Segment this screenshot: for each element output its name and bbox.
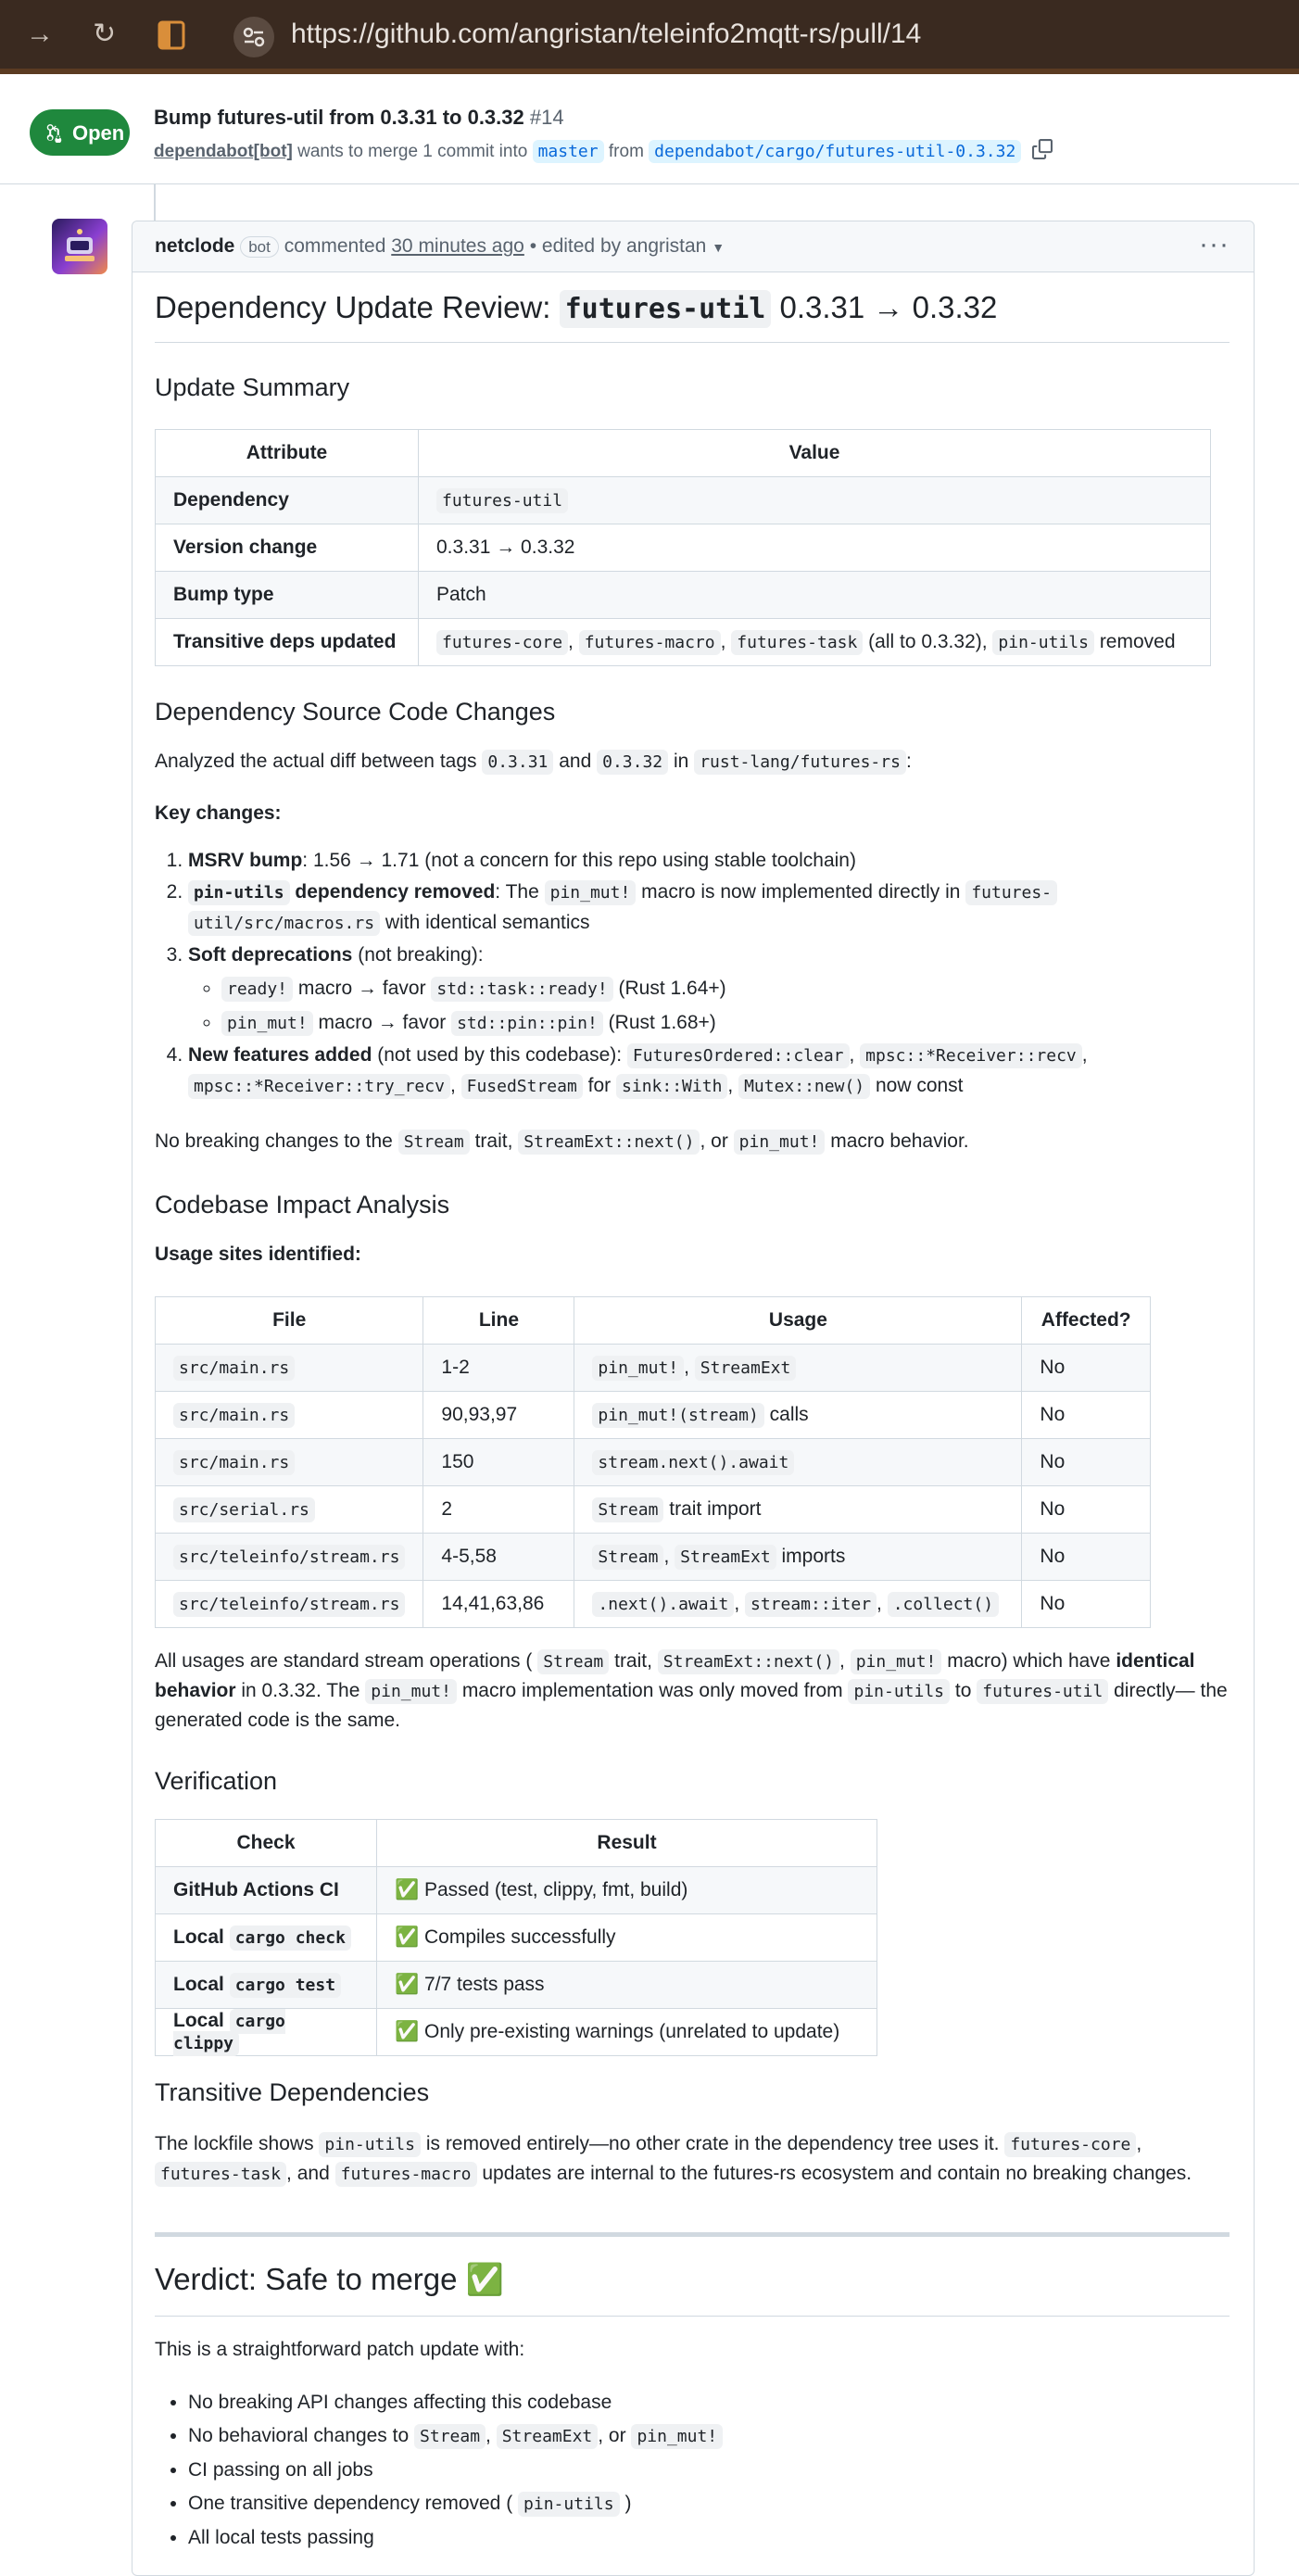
transitive-text: The lockfile shows pin-utils is removed entirely—no other crate in the dependency tree uses it. futures-core , futures-task , and futures-macro updates are internal to the futures-rs ecosystem and contain no breaking changes. [155,2129,1230,2189]
list-item: • No breaking API changes affecting this codebase [188,2386,1230,2419]
list-item: 1. MSRV bump: 1.56 → 1.71 (not a concern for this repo using stable toolchain) [188,844,1230,878]
verdict-heading: Verdict: Safe to merge ✅ [155,2262,504,2296]
extension-icon[interactable] [158,19,185,57]
base-branch[interactable]: master [533,140,604,163]
table-row: Local cargo clippy ✅ Only pre-existing warnings (unrelated to update) [156,2009,877,2056]
edited-by-dropdown[interactable]: • edited by angristan [529,235,707,257]
list-item: 3. Soft deprecations (not breaking): ◦ ready! macro → favor std::task::ready! (Rust 1.64+) ◦ pin_mut! macro → favor std::pin::pin! (Rust 1.68+) [188,939,1230,1041]
table-row: src/teleinfo/stream.rs 4-5,58 Stream , StreamExt imports No [156,1534,1151,1581]
table-row: src/main.rs 1-2 pin_mut! , StreamExt No [156,1345,1151,1392]
list-item: • No behavioral changes to Stream , StreamExt , or pin_mut! [188,2419,1230,2454]
pr-status-badge: Open [30,109,130,156]
bot-badge: bot [240,236,279,258]
browser-toolbar [0,0,1299,74]
avatar[interactable] [52,219,107,274]
table-row: src/teleinfo/stream.rs 14,41,63,86 .next().await , stream::iter , .collect() No [156,1581,1151,1628]
table-row: src/main.rs 90,93,97 pin_mut!(stream) calls No [156,1392,1151,1439]
list-item: 2. pin-utils dependency removed: The pin_mut! macro is now implemented directly in futures- util/src/macros.rs with identical semantics [188,878,1230,939]
pr-title: Bump futures-util from 0.3.31 to 0.3.32 #14 [154,106,564,129]
forward-arrow-icon[interactable]: → [26,19,54,49]
update-summary-heading: Update Summary [155,373,350,401]
review-heading: Dependency Update Review: futures-util 0.3.31 → 0.3.32 [155,290,997,325]
pull-request-icon [44,122,65,143]
comment-options-button[interactable]: ··· [1199,229,1230,259]
usage-sites-table: File Line Usage Affected? src/main.rs 1-2 pin_mut! , StreamExt No src/main.rs 90,93,97 pin_mut!(stream) calls No src/main.rs 150 stream.next().await No src/serial.rs 2 Stream trait import No src/teleinfo/stream.rs 4-5,58 Stream , StreamExt imports No src/teleinfo/stream.rs 14,41,63,86 .next().await , stream::iter , .collect() No [155,1296,1151,1628]
list-item: ◦ pin_mut! macro → favor std::pin::pin! (Rust 1.68+) [221,1006,1230,1041]
update-summary-table: Attribute Value Dependency futures-util Version change 0.3.31 → 0.3.32 Bump type Patch Transitive deps updated futures-core , futures-macro , futures-task (all to 0.3.32), pin-utils removed [155,429,1211,666]
comment-timestamp[interactable]: 30 minutes ago [391,235,524,257]
verdict-intro: This is a straightforward patch update with: [155,2339,525,2360]
list-item: • CI passing on all jobs [188,2454,1230,2487]
pr-number: #14 [529,106,564,129]
chevron-down-icon[interactable]: ▼ [712,240,725,255]
table-row: Local cargo check ✅ Compiles successfully [156,1914,877,1962]
pr-meta: dependabot[bot] wants to merge 1 commit into master from dependabot/cargo/futures-util-0.3.32 [154,139,1053,165]
source-changes-heading: Dependency Source Code Changes [155,698,556,726]
list-item: ◦ ready! macro → favor std::task::ready! (Rust 1.64+) [221,972,1230,1006]
comment-box [132,221,1255,2576]
key-changes-label: Key changes: [155,802,282,824]
copy-icon[interactable] [1032,139,1053,165]
list-item: 4. New features added (not used by this codebase): FuturesOrdered::clear , mpsc::*Receiver::recv , mpsc::*Receiver::try_recv , FusedStream for sink::With , Mutex::new() now const [188,1041,1230,1102]
divider [155,342,1230,343]
divider [155,2316,1230,2317]
no-breaking-note: No breaking changes to the Stream trait, StreamExt::next() , or pin_mut! macro behavior. [155,1128,969,1156]
site-settings-icon[interactable] [233,17,274,57]
usage-sites-label: Usage sites identified: [155,1244,361,1265]
comment-header: netclode bot commented 30 minutes ago • edited by angristan ▼ ··· [132,221,1254,272]
source-intro: Analyzed the actual diff between tags 0.3.31 and 0.3.32 in rust-lang/futures-rs : [155,748,912,777]
table-row: src/main.rs 150 stream.next().await No [156,1439,1151,1486]
impact-heading: Codebase Impact Analysis [155,1191,450,1219]
timeline-line [154,183,156,221]
impact-summary: All usages are standard stream operations ( Stream trait, StreamExt::next() , pin_mut! macro) which have identical behavior in 0.3.32. The pin_mut! macro implementation was only moved from pin-utils to futures-util directly— the generated code is the same. [155,1650,1228,1731]
key-changes-list [155,844,1230,1102]
address-bar[interactable]: https://github.com/angristan/teleinfo2mqtt-rs/pull/14 [291,19,922,49]
verification-table: Check Result GitHub Actions CI ✅ Passed (test, clippy, fmt, build) Local cargo check ✅ Compiles successfully Local cargo test ✅ 7/7 tests pass Local cargo clippy ✅ Only pre-existing warnings (unrelated to update) [155,1819,877,2056]
verdict-list [155,2386,1230,2555]
reload-icon[interactable]: ↻ [93,19,117,49]
pr-header [0,74,1299,184]
list-item: • One transitive dependency removed ( pin-utils ) [188,2487,1230,2521]
table-row: src/serial.rs 2 Stream trait import No [156,1486,1151,1534]
head-branch[interactable]: dependabot/cargo/futures-util-0.3.32 [649,140,1021,163]
comment-author[interactable]: netclode [155,235,235,257]
list-item: • All local tests passing [188,2521,1230,2555]
table-row: Local cargo test ✅ 7/7 tests pass [156,1962,877,2009]
pr-author-link[interactable]: dependabot[bot] [154,142,293,162]
table-row: GitHub Actions CI ✅ Passed (test, clippy, fmt, build) [156,1867,877,1914]
horizontal-rule [155,2232,1230,2237]
verification-heading: Verification [155,1767,278,1795]
transitive-heading: Transitive Dependencies [155,2078,430,2106]
